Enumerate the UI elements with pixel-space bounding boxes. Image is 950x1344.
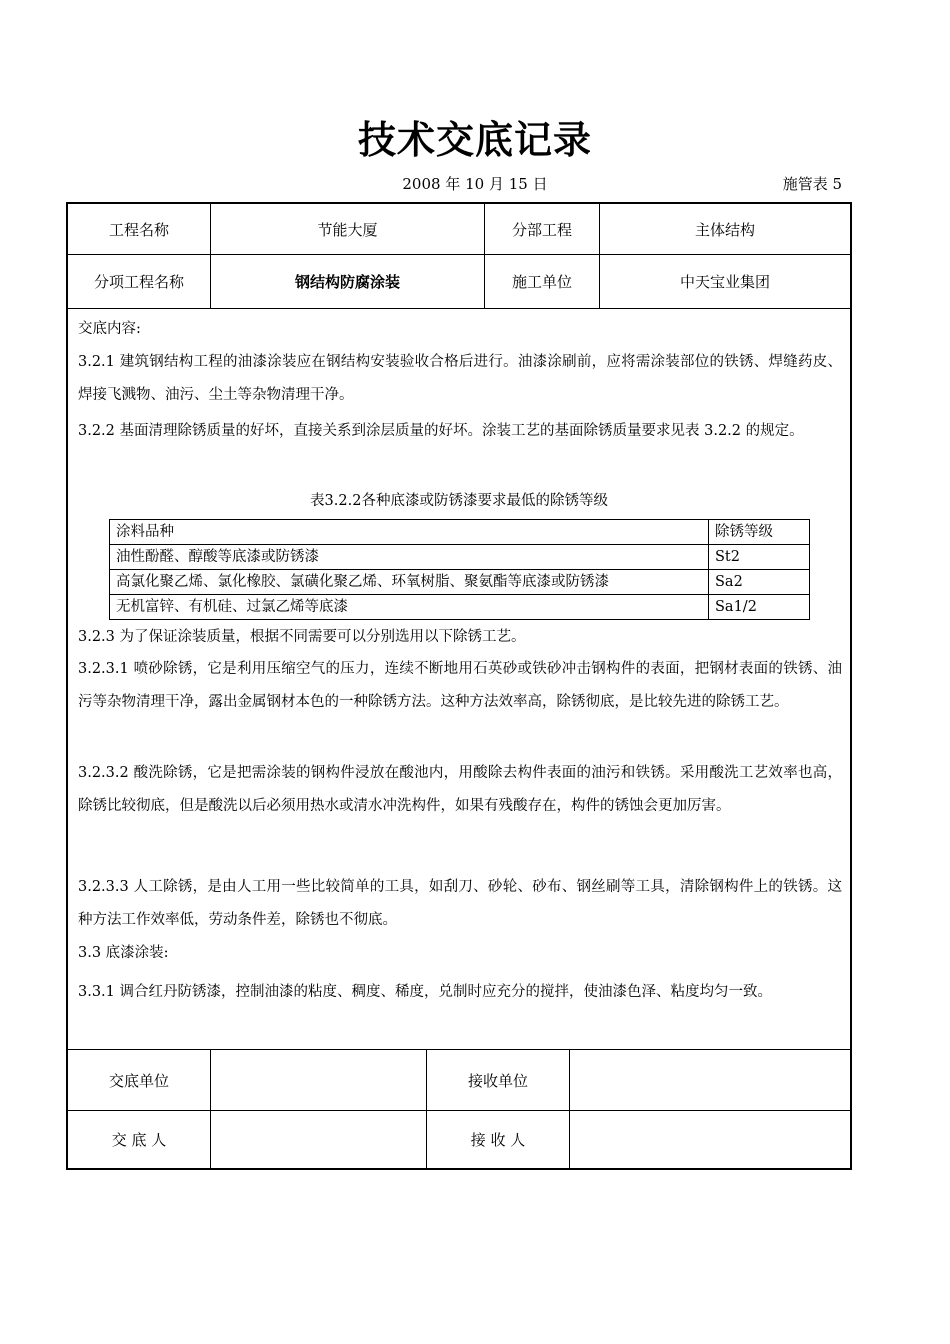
division-label: 分部工程 xyxy=(485,204,600,254)
handover-unit-label: 交底单位 xyxy=(68,1050,211,1110)
table-cell-coating: 高氯化聚乙烯、氯化橡胶、氯磺化聚乙烯、环氧树脂、聚氨酯等底漆或防锈漆 xyxy=(110,570,709,595)
para-3-2-3: 3.2.3 为了保证涂装质量，根据不同需要可以分别选用以下除锈工艺。 xyxy=(78,629,526,645)
table-cell-grade: Sa2 xyxy=(709,570,810,595)
signature-row-units xyxy=(68,1049,850,1111)
para-3-2-3-2: 3.2.3.2 酸洗除锈，它是把需涂装的钢构件浸放在酸池内，用酸除去构件表面的油污和铁锈。采用酸洗工艺效率也高，除锈比较彻底，但是酸洗以后必须用热水或清水冲洗构件，如果有残酸存在，构件的锈蚀会更加厉害。 xyxy=(78,765,842,814)
handover-content xyxy=(68,309,850,1051)
table-row xyxy=(110,595,810,620)
para-3-3: 3.3 底漆涂装: xyxy=(78,945,169,961)
subitem-label: 分项工程名称 xyxy=(68,255,211,308)
table-caption: 表3.2.2各种底漆或防锈漆要求最低的除锈等级 xyxy=(310,493,608,509)
page-title: 技术交底记录 xyxy=(357,118,592,162)
handover-person-label: 交 底 人 xyxy=(68,1110,211,1168)
table-cell-grade: Sa1/2 xyxy=(709,595,810,620)
project-name-label: 工程名称 xyxy=(68,204,211,254)
subitem-value: 钢结构防腐涂装 xyxy=(211,255,485,308)
contractor-label: 施工单位 xyxy=(485,255,600,308)
table-header-row xyxy=(110,520,810,545)
para-3-2-2: 3.2.2 基面清理除锈质量的好坏，直接关系到涂层质量的好坏。涂装工艺的基面除锈质量要求见表 3.2.2 的规定。 xyxy=(78,423,804,439)
project-name-value: 节能大厦 xyxy=(211,204,485,254)
receiving-unit-label: 接收单位 xyxy=(427,1050,570,1110)
para-3-2-3-3: 3.2.3.3 人工除锈，是由人工用一些比较简单的工具，如刮刀、砂轮、砂布、钢丝刷等工具，清除钢构件上的铁锈。这种方法工作效率低，劳动条件差，除锈也不彻底。 xyxy=(78,879,842,928)
form-number: 施管表 5 xyxy=(782,175,842,193)
rust-grade-table xyxy=(109,519,810,620)
receiver-value xyxy=(570,1110,850,1168)
record-form xyxy=(66,202,852,1170)
receiving-unit-value xyxy=(570,1050,850,1110)
table-cell-grade: St2 xyxy=(709,545,810,570)
para-3-2-3-1: 3.2.3.1 喷砂除锈，它是利用压缩空气的压力，连续不断地用石英砂或铁砂冲击钢构件的表面，把钢材表面的铁锈、油污等杂物清理干净，露出金属钢材本色的一种除锈方法。这种方法效率高，除锈彻底，是比较先进的除锈工艺。 xyxy=(78,661,842,710)
table-header-coating: 涂料品种 xyxy=(110,520,709,545)
table-header-grade: 除锈等级 xyxy=(709,520,810,545)
table-row xyxy=(110,545,810,570)
contractor-value: 中天宝业集团 xyxy=(679,273,770,291)
header-row-2 xyxy=(68,255,850,309)
para-3-3-1: 3.3.1 调合红丹防锈漆，控制油漆的粘度、稠度、稀度，兑制时应充分的搅拌，使油漆色泽、粘度均匀一致。 xyxy=(78,984,772,1000)
content-intro: 交底内容: xyxy=(78,321,141,337)
record-date: 2008 年 10 月 15 日 xyxy=(402,175,548,193)
division-value: 主体结构 xyxy=(694,220,755,239)
receiver-label: 接 收 人 xyxy=(427,1110,570,1168)
handover-unit-value xyxy=(211,1050,427,1110)
signature-row-persons xyxy=(68,1110,850,1168)
handover-person-value xyxy=(211,1110,427,1168)
table-row xyxy=(110,570,810,595)
para-3-2-1: 3.2.1 建筑钢结构工程的油漆涂装应在钢结构安装验收合格后进行。油漆涂刷前，应将需涂装部位的铁锈、焊缝药皮、焊接飞溅物、油污、尘土等杂物清理干净。 xyxy=(78,354,842,403)
table-cell-coating: 无机富锌、有机硅、过氯乙烯等底漆 xyxy=(110,595,709,620)
header-row-1 xyxy=(68,204,850,255)
table-cell-coating: 油性酚醛、醇酸等底漆或防锈漆 xyxy=(110,545,709,570)
